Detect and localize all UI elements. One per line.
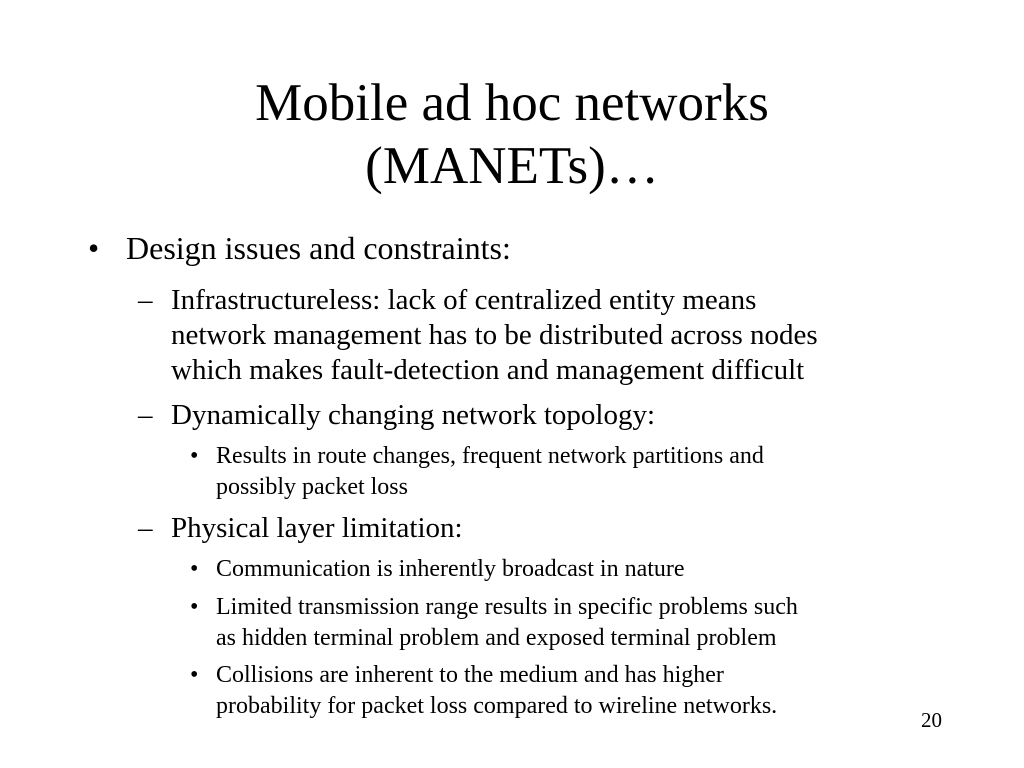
bullet-dot: • — [190, 662, 199, 688]
page-number: 20 — [921, 708, 942, 732]
bullet-dot: • — [190, 594, 199, 620]
sub-bullet-physical-layer-text: Physical layer limitation: — [171, 512, 463, 544]
bullet-design-issues-text: Design issues and constraints: — [126, 230, 511, 266]
sub-sub-bullet-collisions-line-2: probability for packet loss compared to wireline networks. — [216, 693, 778, 719]
bullet-dash: – — [138, 399, 153, 431]
bullet-dash: – — [138, 512, 153, 544]
sub-sub-bullet-collisions-line-1: Collisions are inherent to the medium and has higher — [216, 662, 724, 688]
sub-sub-bullet-route-changes-line-1: Results in route changes, frequent network partitions and — [216, 443, 764, 469]
sub-sub-bullet-route-changes-line-2: possibly packet loss — [216, 474, 408, 500]
bullet-dot: • — [88, 230, 100, 266]
bullet-dot: • — [190, 556, 199, 582]
bullet-dash: – — [138, 284, 153, 316]
slide-title-line-1: Mobile ad hoc networks — [255, 74, 769, 132]
bullet-dot: • — [190, 443, 199, 469]
sub-bullet-infrastructureless-line-1: Infrastructureless: lack of centralized entity means — [171, 284, 757, 316]
sub-bullet-infrastructureless-line-3: which makes fault-detection and management difficult — [171, 354, 805, 386]
sub-bullet-dynamic-topology-text: Dynamically changing network topology: — [171, 399, 656, 431]
sub-sub-bullet-limited-range-line-1: Limited transmission range results in specific problems such — [216, 594, 798, 620]
slide-title-line-2: (MANETs)… — [365, 137, 659, 195]
sub-sub-bullet-broadcast-text: Communication is inherently broadcast in nature — [216, 556, 685, 582]
sub-bullet-infrastructureless-line-2: network management has to be distributed across nodes — [171, 319, 818, 351]
sub-sub-bullet-limited-range-line-2: as hidden terminal problem and exposed terminal problem — [216, 625, 777, 651]
